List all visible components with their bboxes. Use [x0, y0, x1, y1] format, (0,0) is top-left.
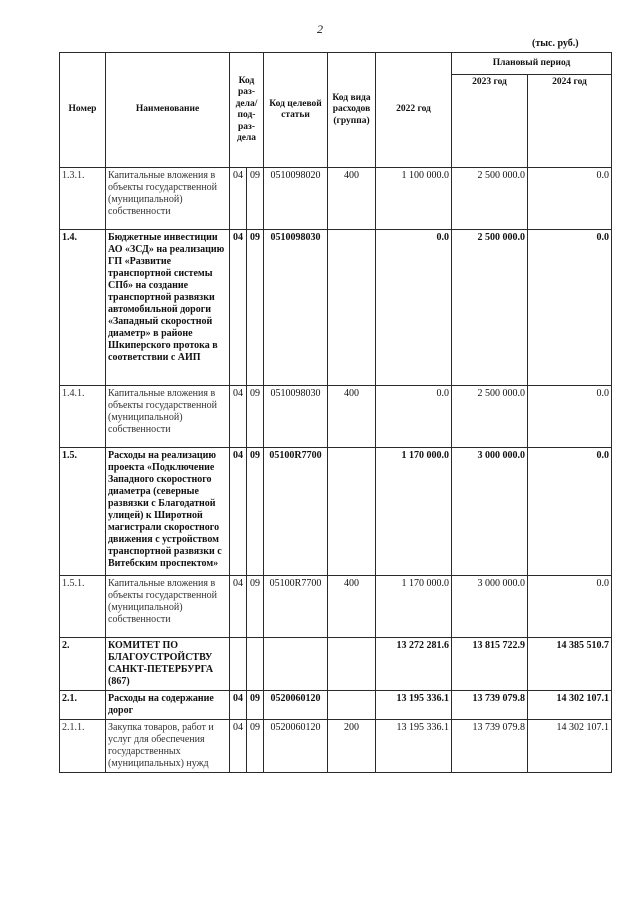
header-year-2023: 2023 год [452, 75, 528, 168]
units-note: (тыс. руб.) [532, 38, 579, 49]
header-name: Наименование [106, 53, 230, 168]
header-year-2024: 2024 год [528, 75, 612, 168]
table-row: 1.5.1. Капитальные вложения в объекты государственной (муниципальной) собственности 04 09 05100R7700 400 1 170 000.0 3 000 000.0 0.0 [60, 576, 612, 638]
table-row: 1.5. Расходы на реализацию проекта «Подключение Западного скоростного диаметра (северные развязки с Благодатной улицей) к Широтной магистрали скоростного движения с устройством транспортной развязки с Витебским проспектом» 04 09 05100R7700 1 170 000.0 3 000 000.0 0.0 [60, 448, 612, 576]
table-row: 2. КОМИТЕТ ПО БЛАГОУСТРОЙСТВУ САНКТ-ПЕТЕРБУРГА (867) 13 272 281.6 13 815 722.9 14 385 510.7 [60, 638, 612, 691]
header-section-code: Код раз-дела/ под-раз-дела [230, 53, 264, 168]
header-number: Номер [60, 53, 106, 168]
table-row: 1.3.1. Капитальные вложения в объекты государственной (муниципальной) собственности 04 09 0510098020 400 1 100 000.0 2 500 000.0 0.0 [60, 168, 612, 230]
header-planning-period: Плановый период [452, 53, 612, 75]
budget-table [59, 52, 612, 773]
header-target-code: Код целевой статьи [264, 53, 328, 168]
table-row: 2.1.1. Закупка товаров, работ и услуг для обеспечения государственных (муниципальных) нужд 04 09 0520060120 200 13 195 336.1 13 739 079.8 14 302 107.1 [60, 720, 612, 773]
header-year-2022: 2022 год [376, 53, 452, 168]
table-row: 1.4.1. Капитальные вложения в объекты государственной (муниципальной) собственности 04 09 0510098030 400 0.0 2 500 000.0 0.0 [60, 386, 612, 448]
page-number: 2 [317, 22, 323, 36]
table-row: 2.1. Расходы на содержание дорог 04 09 0520060120 13 195 336.1 13 739 079.8 14 302 107.1 [60, 691, 612, 720]
header-expense-code: Код вида расходов (группа) [328, 53, 376, 168]
table-row: 1.4. Бюджетные инвестиции АО «ЗСД» на реализацию ГП «Развитие транспортной системы СПб» на создание транспортной развязки автомобильной дороги «Западный скоростной диаметр» в районе Шкиперского протока в соответствии с АИП 04 09 0510098030 0.0 2 500 000.0 0.0 [60, 230, 612, 386]
